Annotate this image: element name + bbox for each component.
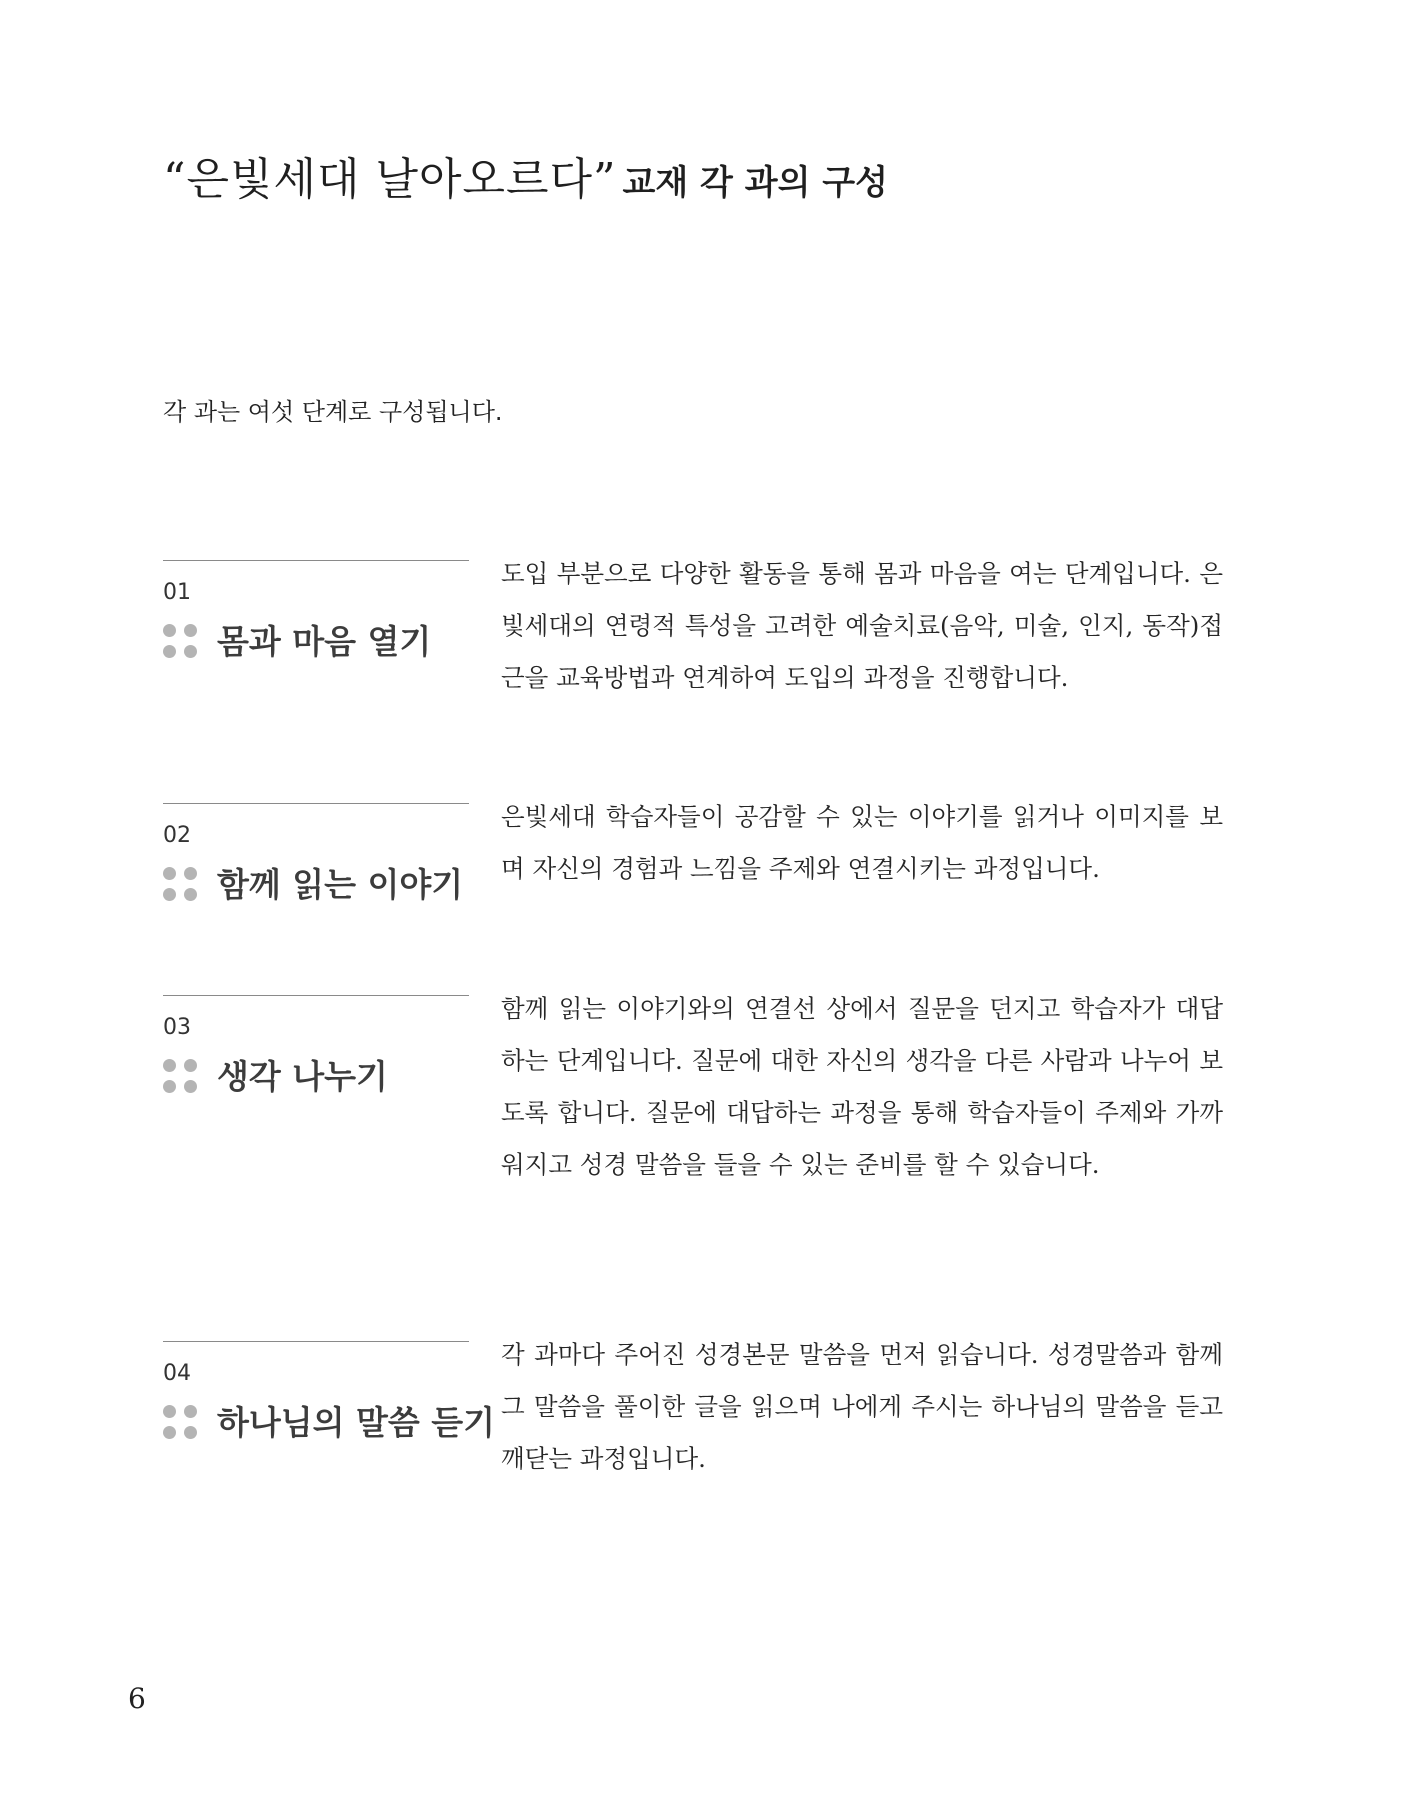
- four-dots-icon: [163, 1405, 197, 1439]
- section-divider: [163, 560, 469, 561]
- section-heading: [163, 1402, 496, 1442]
- section-body: 은빛세대 학습자들이 공감할 수 있는 이야기를 읽거나 이미지를 보며 자신의 경험과 느낌을 주제와 연결시키는 과정입니다.: [501, 802, 1223, 883]
- section-title: 하나님의 말씀 듣기: [217, 1402, 496, 1442]
- section-divider: [163, 803, 469, 804]
- four-dots-icon: [163, 867, 197, 901]
- section-heading: [163, 621, 432, 661]
- page-title-main: “은빛세대 날아오르다”: [163, 154, 617, 205]
- page-title: [163, 154, 888, 205]
- section-divider: [163, 1341, 469, 1342]
- four-dots-icon: [163, 624, 197, 658]
- section-heading: [163, 864, 464, 904]
- section-number: 04: [163, 1361, 191, 1386]
- page-title-sub: 교재 각 과의 구성: [622, 163, 888, 203]
- four-dots-icon: [163, 1059, 197, 1093]
- section-divider: [163, 995, 469, 996]
- section-title: 생각 나누기: [217, 1056, 388, 1096]
- section-heading: [163, 1056, 388, 1096]
- section-title: 몸과 마음 열기: [217, 621, 432, 661]
- section-number: 03: [163, 1015, 191, 1040]
- page-number: 6: [128, 1682, 146, 1715]
- section-title: 함께 읽는 이야기: [217, 864, 464, 904]
- section-body: 각 과마다 주어진 성경본문 말씀을 먼저 읽습니다. 성경말씀과 함께 그 말씀을 풀이한 글을 읽으며 나에게 주시는 하나님의 말씀을 듣고 깨닫는 과정입니다.: [501, 1340, 1223, 1473]
- section-body: 함께 읽는 이야기와의 연결선 상에서 질문을 던지고 학습자가 대답하는 단계입니다. 질문에 대한 자신의 생각을 다른 사람과 나누어 보도록 합니다. 질문에 대답하는 과정을 통해 학습자들이 주제와 가까워지고 성경 말씀을 들을 수 있는 준비를 할 수 있습니다.: [501, 994, 1223, 1179]
- intro-text: 각 과는 여섯 단계로 구성됩니다.: [163, 398, 503, 426]
- section-number: 01: [163, 580, 191, 605]
- section-number: 02: [163, 823, 191, 848]
- section-body: 도입 부분으로 다양한 활동을 통해 몸과 마음을 여는 단계입니다. 은빛세대의 연령적 특성을 고려한 예술치료(음악, 미술, 인지, 동작)접근을 교육방법과 연계하여 도입의 과정을 진행합니다.: [501, 559, 1223, 692]
